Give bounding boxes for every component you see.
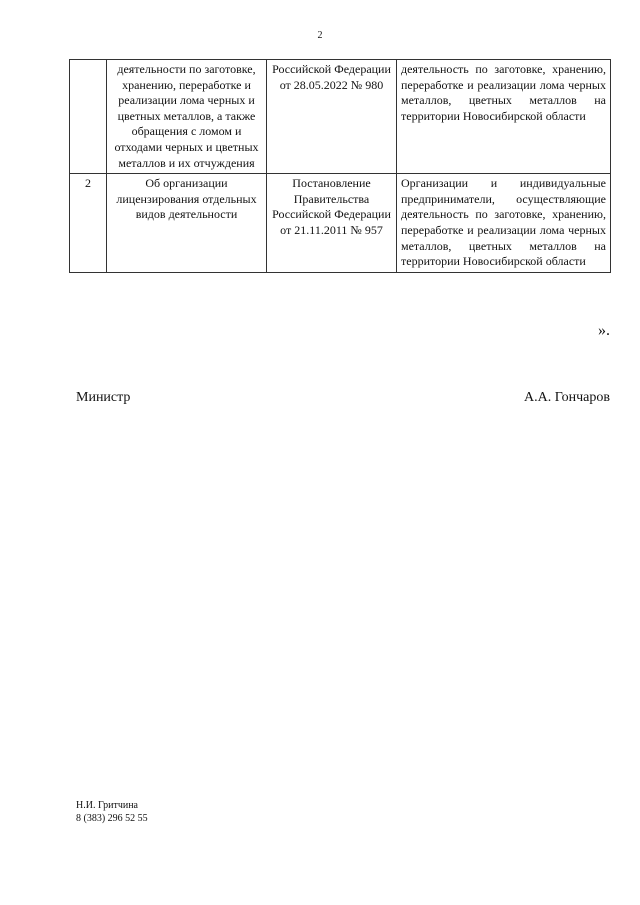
row-number-cell <box>70 60 107 174</box>
closing-quote: ». <box>598 322 610 339</box>
subjects-cell: деятельность по заготовке, хранению, переработке и реализации лома черных металлов, цветных металлов на территории Новосибирской области <box>397 60 611 174</box>
legal-act-cell: Российской Федерации от 28.05.2022 № 980 <box>267 60 397 174</box>
signer-name: А.А. Гончаров <box>524 390 610 405</box>
signer-position: Министр <box>76 390 131 405</box>
row-number-cell: 2 <box>70 174 107 273</box>
table-row <box>70 174 611 273</box>
legal-act-cell: Постановление Правительства Российской Федерации от 21.11.2011 № 957 <box>267 174 397 273</box>
activity-cell: Об организации лицензирования отдельных видов деятельности <box>107 174 267 273</box>
page-number: 2 <box>317 30 323 41</box>
activity-cell: деятельности по заготовке, хранению, переработке и реализации лома черных и цветных металлов, а также обращения с ломом и отходами черных и цветных металлов и их отчуждения <box>107 60 267 174</box>
subjects-cell: Организации и индивидуальные предприниматели, осуществляющие деятельность по заготовке, хранению, переработке и реализации лома черных металлов, цветных металлов на территории Новосибирской области <box>397 174 611 273</box>
executor-block <box>76 800 148 825</box>
executor-phone: 8 (383) 296 52 55 <box>76 812 148 824</box>
executor-name: Н.И. Гритчина <box>76 800 138 811</box>
legal-acts-table <box>69 59 611 273</box>
table-row <box>70 60 611 174</box>
